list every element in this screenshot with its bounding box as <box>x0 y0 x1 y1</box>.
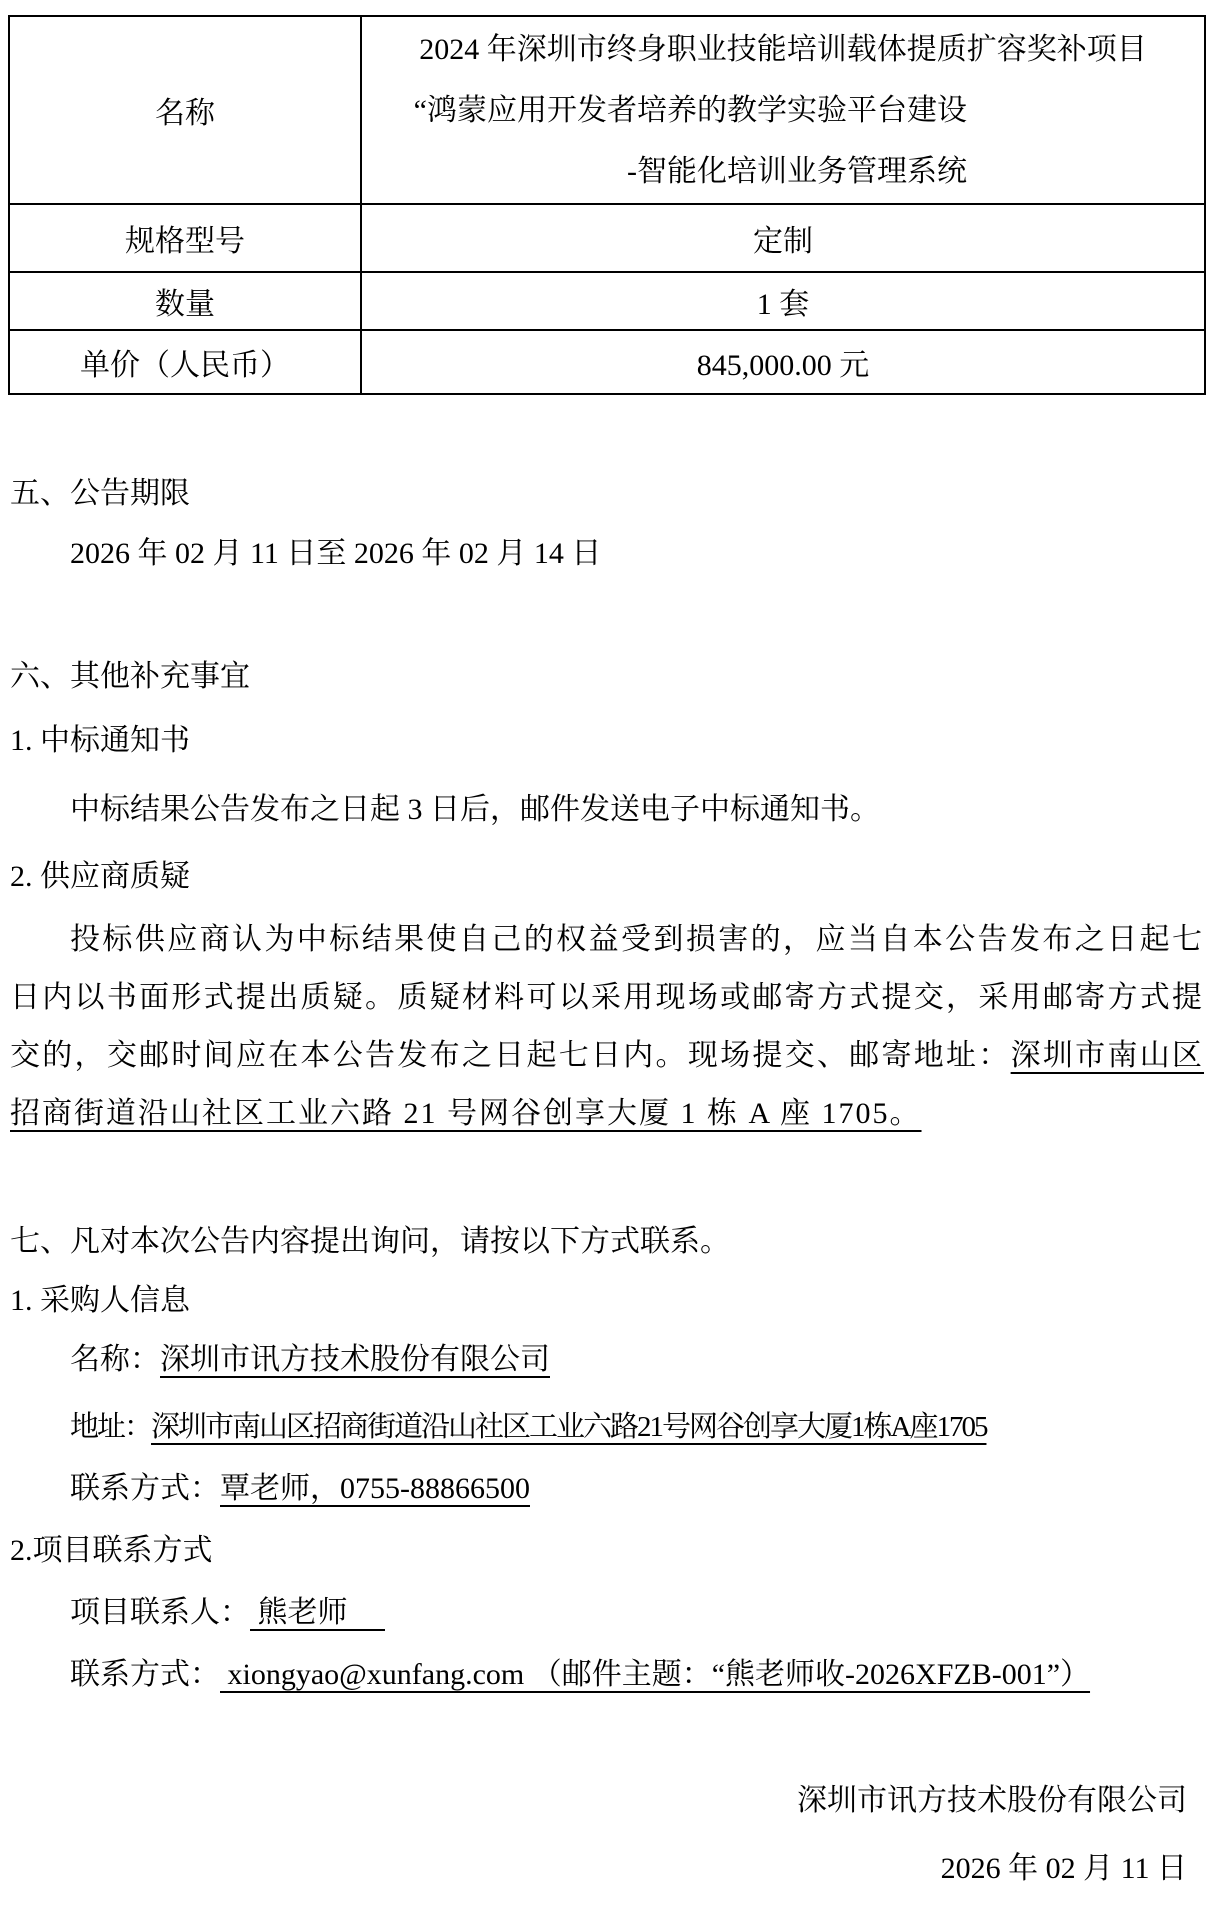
project-title-line-1: 2024 年深圳市终身职业技能培训载体提质扩容奖补项目 <box>419 32 1147 66</box>
project-title-line-3: -智能化培训业务管理系统 <box>627 154 967 188</box>
spec-value: 定制 <box>753 225 813 258</box>
quantity-value: 1 套 <box>756 288 810 321</box>
name-value-cell <box>361 16 1205 204</box>
unit-price-value-cell <box>361 330 1205 394</box>
section-five-heading: 五、公告期限 <box>10 477 190 510</box>
section-six-heading: 六、其他补充事宜 <box>10 660 250 693</box>
supplier-query-text: 投标供应商认为中标结果使自己的权益受到损害的，应当自本公告发布之日起七日内以书面形式提出质疑。质疑材料可以采用现场或邮寄方式提交，采用邮寄方式提交的，交邮时间应在本公告发布之日起七日内。现场提交、邮寄地址： <box>10 923 1204 1072</box>
unit-price-label-cell <box>9 330 361 394</box>
table-row-unit-price <box>9 330 1205 394</box>
purchaser-contact-value: 覃老师，0755-88866500 <box>220 1472 530 1505</box>
spec-value-cell <box>361 204 1205 272</box>
quantity-label: 数量 <box>155 288 215 321</box>
project-contact-method-line <box>10 1655 1204 1695</box>
unit-price-label: 单价（人民币） <box>80 349 290 382</box>
purchaser-address-value: 深圳市南山区招商街道沿山社区工业六路21号网谷创享大厦1栋A座1705 <box>151 1411 987 1443</box>
signature-company: 深圳市讯方技术股份有限公司 <box>797 1784 1187 1817</box>
table-row-spec <box>9 204 1205 272</box>
purchaser-address-label: 地址： <box>70 1411 152 1443</box>
purchaser-info-title: 1. 采购人信息 <box>10 1284 190 1317</box>
purchaser-name-label: 名称： <box>70 1343 160 1376</box>
purchaser-contact-line <box>10 1469 1204 1509</box>
project-contact-person-line <box>10 1593 1204 1633</box>
award-notice-title: 1. 中标通知书 <box>10 724 190 757</box>
project-contact-method-label: 联系方式： <box>70 1658 220 1691</box>
quantity-label-cell <box>9 272 361 330</box>
purchaser-name-value: 深圳市讯方技术股份有限公司 <box>160 1343 550 1376</box>
project-title-line-2: “鸿蒙应用开发者培养的教学实验平台建设 <box>413 93 967 127</box>
project-contact-email-value: xiongyao@xunfang.com （邮件主题：“熊老师收-2026XFZB-001”） <box>220 1658 1091 1691</box>
project-contact-person-value: 熊老师 <box>250 1596 385 1629</box>
award-notice-body: 中标结果公告发布之日起 3 日后，邮件发送电子中标通知书。 <box>70 793 880 826</box>
document-body <box>0 474 1214 1889</box>
name-label-cell <box>9 16 361 204</box>
name-label: 名称 <box>155 97 215 130</box>
document-page <box>0 15 1214 1911</box>
table-row-name <box>9 16 1205 204</box>
signature-date: 2026 年 02 月 11 日 <box>940 1852 1187 1885</box>
section-seven-heading: 七、凡对本次公告内容提出询问，请按以下方式联系。 <box>10 1225 730 1258</box>
unit-price-value: 845,000.00 元 <box>696 349 870 382</box>
announcement-period: 2026 年 02 月 11 日至 2026 年 02 月 14 日 <box>70 537 602 570</box>
purchaser-name-line <box>10 1340 1204 1380</box>
supplier-query-title: 2. 供应商质疑 <box>10 860 190 893</box>
supplier-query-paragraph <box>10 911 1204 1143</box>
project-contact-person-label: 项目联系人： <box>70 1596 250 1629</box>
project-contact-title: 2.项目联系方式 <box>10 1534 213 1567</box>
submission-address-underlined: 深圳市南山区招商街道沿山社区工业六路 21 号网谷创享大厦 1 栋 A 座 1705。 <box>10 1039 1205 1130</box>
product-table <box>8 15 1206 395</box>
purchaser-contact-label: 联系方式： <box>70 1472 220 1505</box>
spec-label: 规格型号 <box>125 225 245 258</box>
quantity-value-cell <box>361 272 1205 330</box>
purchaser-address-line <box>10 1407 1204 1447</box>
spec-label-cell <box>9 204 361 272</box>
table-row-quantity <box>9 272 1205 330</box>
